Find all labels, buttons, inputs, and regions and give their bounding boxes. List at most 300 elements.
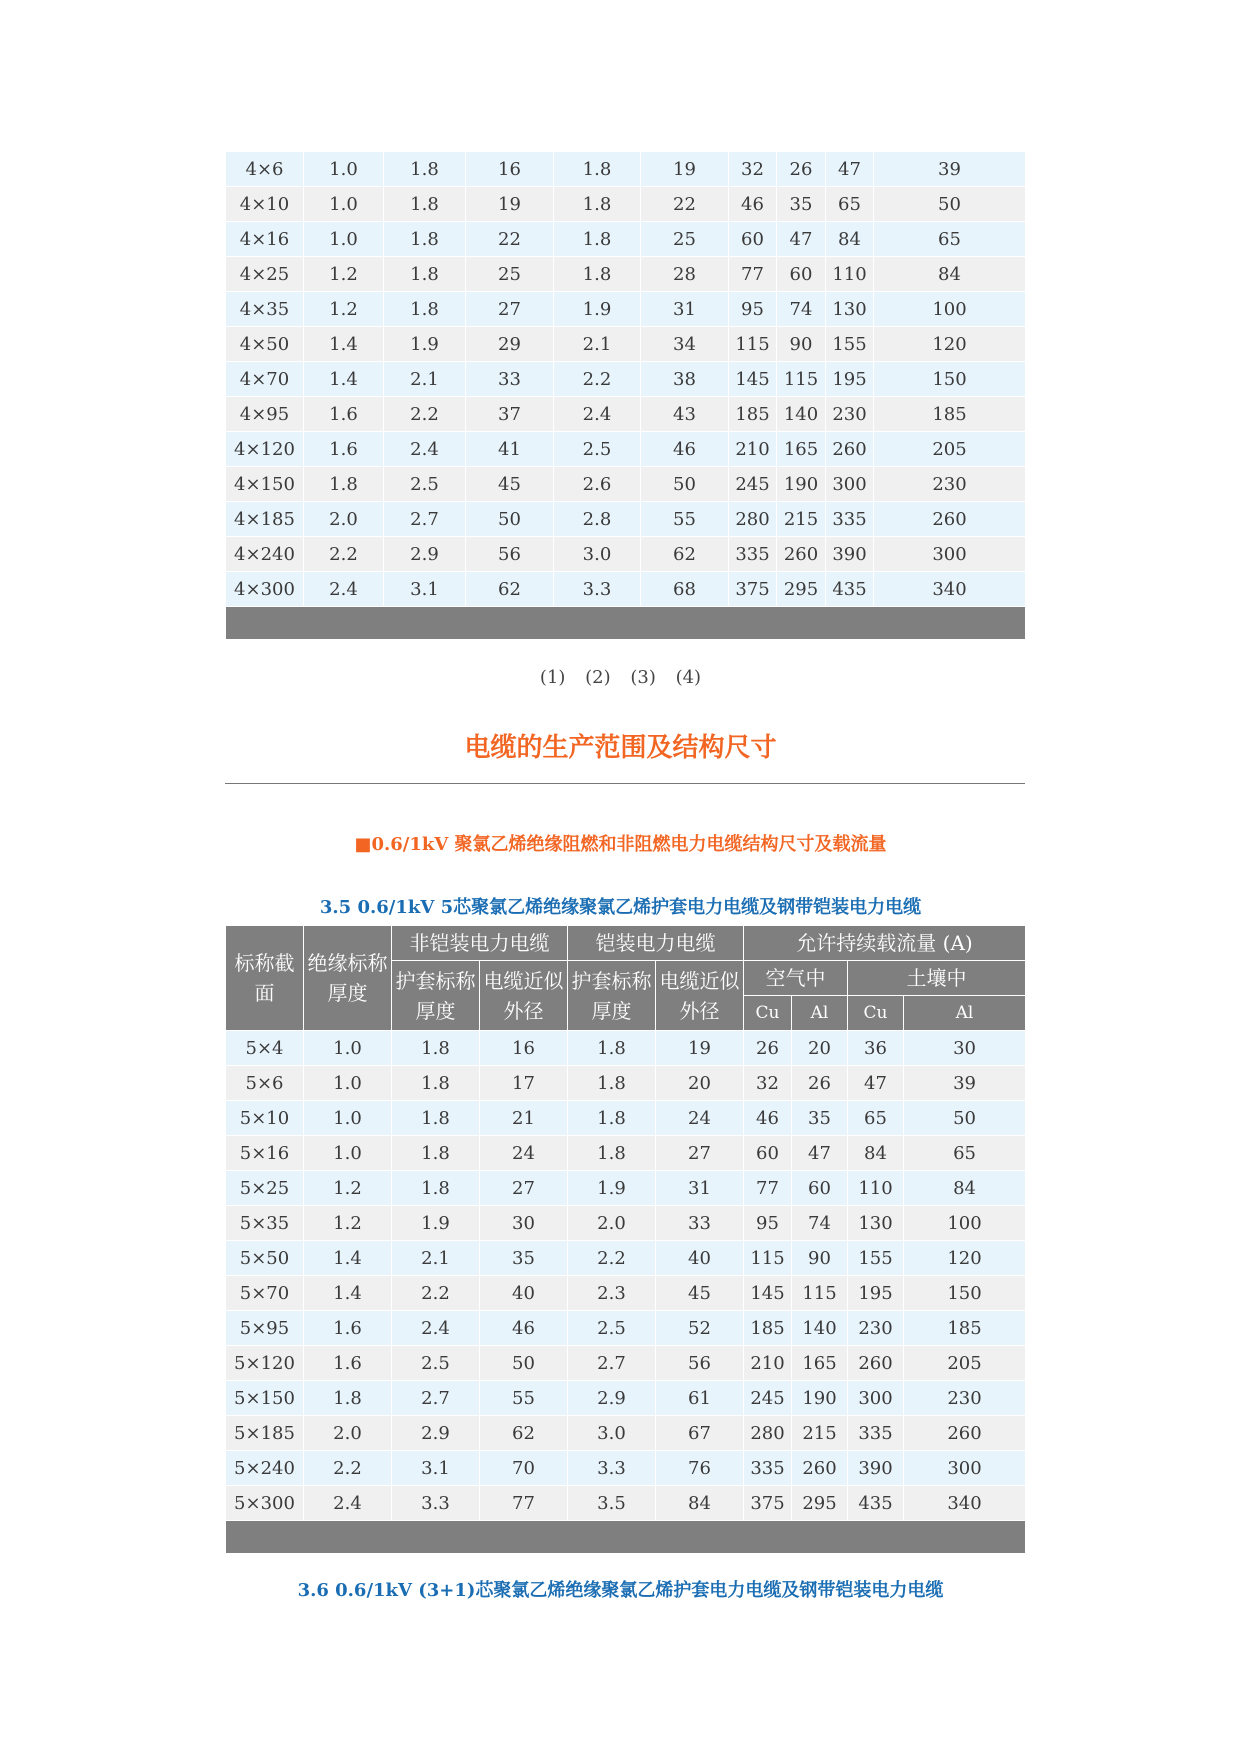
table-cell: 1.8 [554, 152, 641, 187]
table-cell: 25 [641, 222, 729, 257]
table-cell: 185 [729, 397, 777, 432]
table-row [226, 222, 1026, 257]
table-cell: 1.6 [304, 1311, 392, 1346]
table-cell: 19 [466, 187, 554, 222]
table-cell: 165 [777, 432, 826, 467]
header-unarmored: 非铠装电力电缆 [392, 926, 568, 961]
header-in-soil: 土壤中 [848, 961, 1026, 996]
table-cell: 4×6 [226, 152, 304, 187]
table-cell: 110 [826, 257, 874, 292]
table-row [226, 152, 1026, 187]
header-armored: 铠装电力电缆 [568, 926, 744, 961]
table-row [226, 1381, 1026, 1416]
table-cell: 2.4 [392, 1311, 480, 1346]
table-row [226, 1451, 1026, 1486]
table-cell: 1.9 [568, 1171, 656, 1206]
table-cell: 40 [656, 1241, 744, 1276]
table-cell: 4×95 [226, 397, 304, 432]
table-cell: 28 [641, 257, 729, 292]
table-cell: 1.8 [392, 1066, 480, 1101]
table-cell: 84 [904, 1171, 1026, 1206]
table-cell: 140 [792, 1311, 848, 1346]
table-cell: 29 [466, 327, 554, 362]
table-cell: 50 [480, 1346, 568, 1381]
table-cell: 19 [641, 152, 729, 187]
table-row [226, 327, 1026, 362]
table-cell: 37 [466, 397, 554, 432]
table-cell: 1.8 [384, 187, 466, 222]
table-cell: 245 [744, 1381, 792, 1416]
table-cell: 60 [777, 257, 826, 292]
table-cell: 84 [826, 222, 874, 257]
table-cell: 1.9 [392, 1206, 480, 1241]
table-cell: 34 [641, 327, 729, 362]
table-cell: 17 [480, 1066, 568, 1101]
footnote-markers: (1) (2) (3) (4) [539, 667, 702, 688]
table-cell: 22 [466, 222, 554, 257]
table-cell: 45 [466, 467, 554, 502]
table-cell: 2.0 [304, 502, 384, 537]
table-cell: 1.8 [554, 257, 641, 292]
table-cell: 5×95 [226, 1311, 304, 1346]
table-row [226, 467, 1026, 502]
table-cell: 1.2 [304, 292, 384, 327]
table-cell: 95 [729, 292, 777, 327]
table-cell: 1.0 [304, 222, 384, 257]
table-row [226, 187, 1026, 222]
table-cell: 1.6 [304, 1346, 392, 1381]
table-cell: 145 [744, 1276, 792, 1311]
table-cell: 84 [656, 1486, 744, 1521]
table-cell: 1.8 [554, 222, 641, 257]
table-cell: 4×25 [226, 257, 304, 292]
table-cell: 3.3 [392, 1486, 480, 1521]
table-row [226, 1241, 1026, 1276]
table-cell: 280 [744, 1416, 792, 1451]
table-cell: 46 [729, 187, 777, 222]
table-cell: 1.8 [392, 1101, 480, 1136]
table-cell: 1.0 [304, 1101, 392, 1136]
table-cell: 50 [466, 502, 554, 537]
table-cell: 1.8 [304, 1381, 392, 1416]
table-cell: 2.2 [392, 1276, 480, 1311]
table-cell: 190 [792, 1381, 848, 1416]
table-cell: 70 [480, 1451, 568, 1486]
table-cell: 33 [656, 1206, 744, 1241]
table-cell: 100 [904, 1206, 1026, 1241]
table-cell: 65 [874, 222, 1026, 257]
table-cell: 300 [826, 467, 874, 502]
table-cell: 46 [744, 1101, 792, 1136]
table-cell: 2.5 [554, 432, 641, 467]
table-cell: 1.0 [304, 187, 384, 222]
table-cell: 1.2 [304, 1171, 392, 1206]
table-cell: 62 [480, 1416, 568, 1451]
table-caption-3-6: 3.6 0.6/1kV (3+1)芯聚氯乙烯绝缘聚氯乙烯护套电力电缆及钢带铠装电力电缆 [297, 1580, 944, 1601]
table-cell: 84 [874, 257, 1026, 292]
table-cell: 185 [904, 1311, 1026, 1346]
table-cell: 3.5 [568, 1486, 656, 1521]
table-cell: 20 [792, 1031, 848, 1066]
table-cell: 260 [848, 1346, 904, 1381]
table-row [226, 572, 1026, 607]
table-row [226, 1066, 1026, 1101]
table-cell: 77 [480, 1486, 568, 1521]
table-cell: 340 [874, 572, 1026, 607]
table-cell: 95 [744, 1206, 792, 1241]
table-cell: 2.3 [568, 1276, 656, 1311]
table-cell: 60 [744, 1136, 792, 1171]
table-cell: 30 [904, 1031, 1026, 1066]
table-cell: 1.8 [384, 222, 466, 257]
table-cell: 1.0 [304, 1066, 392, 1101]
table-cell: 2.5 [392, 1346, 480, 1381]
cable-table-5-core [225, 925, 1026, 1554]
table-cell: 2.1 [392, 1241, 480, 1276]
table-cell: 4×50 [226, 327, 304, 362]
table-cell: 77 [729, 257, 777, 292]
table-cell: 36 [848, 1031, 904, 1066]
table-row [226, 362, 1026, 397]
table-cell: 21 [480, 1101, 568, 1136]
table-cell: 22 [641, 187, 729, 222]
table-cell: 67 [656, 1416, 744, 1451]
table-cell: 1.2 [304, 257, 384, 292]
table-cell: 1.2 [304, 1206, 392, 1241]
header-sheath-thickness-armored: 护套标称厚度 [568, 961, 656, 1031]
table-cell: 260 [904, 1416, 1026, 1451]
table-cell: 31 [656, 1171, 744, 1206]
table-cell: 260 [874, 502, 1026, 537]
table-row [226, 397, 1026, 432]
table-cell: 5×35 [226, 1206, 304, 1241]
table-cell: 39 [874, 152, 1026, 187]
table-cell: 1.6 [304, 432, 384, 467]
table-cell: 76 [656, 1451, 744, 1486]
header-approx-diameter-armored: 电缆近似外径 [656, 961, 744, 1031]
table-cell: 4×150 [226, 467, 304, 502]
table-cell: 2.4 [304, 572, 384, 607]
table-cell: 335 [729, 537, 777, 572]
table-cell: 65 [848, 1101, 904, 1136]
table-cell: 140 [777, 397, 826, 432]
header-insulation-thickness: 绝缘标称厚度 [304, 926, 392, 1031]
table-cell: 26 [744, 1031, 792, 1066]
table-cell: 2.9 [384, 537, 466, 572]
table-cell: 50 [904, 1101, 1026, 1136]
table-cell: 43 [641, 397, 729, 432]
table-cell: 74 [777, 292, 826, 327]
table-cell: 56 [656, 1346, 744, 1381]
table-cell: 230 [874, 467, 1026, 502]
table-row [226, 1031, 1026, 1066]
table-cell: 155 [826, 327, 874, 362]
table-row [226, 1171, 1026, 1206]
table-cell: 55 [480, 1381, 568, 1416]
table-cell: 4×35 [226, 292, 304, 327]
table-row [226, 1136, 1026, 1171]
table-cell: 5×10 [226, 1101, 304, 1136]
table-row [226, 537, 1026, 572]
table-cell: 5×185 [226, 1416, 304, 1451]
table-cell: 32 [744, 1066, 792, 1101]
table-cell: 61 [656, 1381, 744, 1416]
table-row [226, 1276, 1026, 1311]
table-cell: 115 [729, 327, 777, 362]
table-cell: 110 [848, 1171, 904, 1206]
table-cell: 155 [848, 1241, 904, 1276]
table-cell: 210 [729, 432, 777, 467]
table-cell: 2.4 [384, 432, 466, 467]
table-cell: 46 [641, 432, 729, 467]
table-cell: 5×70 [226, 1276, 304, 1311]
table-cell: 5×4 [226, 1031, 304, 1066]
table-cell: 46 [480, 1311, 568, 1346]
table-cell: 260 [792, 1451, 848, 1486]
table-row [226, 292, 1026, 327]
table-cell: 1.0 [304, 152, 384, 187]
table-cell: 50 [874, 187, 1026, 222]
table-cell: 2.2 [304, 537, 384, 572]
table-cell: 33 [466, 362, 554, 397]
table-cell: 5×300 [226, 1486, 304, 1521]
table-cell: 52 [656, 1311, 744, 1346]
table-cell: 1.9 [554, 292, 641, 327]
header-approx-diameter: 电缆近似外径 [480, 961, 568, 1031]
table-row [226, 1346, 1026, 1381]
table-cell: 40 [480, 1276, 568, 1311]
table-cell: 300 [874, 537, 1026, 572]
header-ampacity: 允许持续载流量 (A) [744, 926, 1026, 961]
table-cell: 4×185 [226, 502, 304, 537]
table-caption-3-5: 3.5 0.6/1kV 5芯聚氯乙烯绝缘聚氯乙烯护套电力电缆及钢带铠装电力电缆 [319, 897, 922, 918]
table-cell: 150 [904, 1276, 1026, 1311]
table-cell: 215 [777, 502, 826, 537]
table-cell: 2.6 [554, 467, 641, 502]
section-title: 电缆的生产范围及结构尺寸 [464, 733, 777, 763]
table-cell: 5×16 [226, 1136, 304, 1171]
table-cell: 2.4 [304, 1486, 392, 1521]
table-cell: 205 [874, 432, 1026, 467]
table-cell: 90 [777, 327, 826, 362]
table-cell: 120 [904, 1241, 1026, 1276]
table-cell: 3.3 [554, 572, 641, 607]
table-cell: 215 [792, 1416, 848, 1451]
table-cell: 62 [466, 572, 554, 607]
table-cell: 4×300 [226, 572, 304, 607]
table-cell: 165 [792, 1346, 848, 1381]
table-cell: 24 [656, 1101, 744, 1136]
table-cell: 47 [777, 222, 826, 257]
table-cell: 4×240 [226, 537, 304, 572]
table-cell: 2.7 [384, 502, 466, 537]
table-cell: 230 [826, 397, 874, 432]
table-cell: 47 [826, 152, 874, 187]
header-al-soil: Al [904, 996, 1026, 1031]
table-cell: 205 [904, 1346, 1026, 1381]
table-cell: 1.8 [568, 1136, 656, 1171]
table-cell: 84 [848, 1136, 904, 1171]
table-cell: 55 [641, 502, 729, 537]
table-cell: 27 [656, 1136, 744, 1171]
table-cell: 4×120 [226, 432, 304, 467]
table-footer-bar [226, 607, 1026, 640]
table-cell: 340 [904, 1486, 1026, 1521]
table-cell: 1.8 [392, 1031, 480, 1066]
table-cell: 185 [874, 397, 1026, 432]
table-cell: 115 [792, 1276, 848, 1311]
table-cell: 390 [848, 1451, 904, 1486]
table-row [226, 1486, 1026, 1521]
table-cell: 1.8 [392, 1136, 480, 1171]
table-cell: 1.8 [384, 152, 466, 187]
divider [225, 783, 1025, 784]
table-header [226, 926, 1026, 1031]
table-cell: 38 [641, 362, 729, 397]
table-cell: 3.1 [392, 1451, 480, 1486]
table-cell: 1.4 [304, 1241, 392, 1276]
table-cell: 1.8 [568, 1101, 656, 1136]
table-cell: 2.8 [554, 502, 641, 537]
table-row [226, 1416, 1026, 1451]
header-al-air: Al [792, 996, 848, 1031]
table-cell: 1.9 [384, 327, 466, 362]
footer-cell [226, 1521, 1026, 1554]
footer-cell [226, 607, 1026, 640]
table-cell: 2.5 [568, 1311, 656, 1346]
table-cell: 4×70 [226, 362, 304, 397]
table-cell: 5×150 [226, 1381, 304, 1416]
table-cell: 27 [466, 292, 554, 327]
table-cell: 190 [777, 467, 826, 502]
table-cell: 2.4 [554, 397, 641, 432]
table-cell: 2.2 [568, 1241, 656, 1276]
table-cell: 39 [904, 1066, 1026, 1101]
table-cell: 375 [729, 572, 777, 607]
table-cell: 3.0 [554, 537, 641, 572]
table-cell: 1.8 [384, 257, 466, 292]
table-cell: 77 [744, 1171, 792, 1206]
table-cell: 2.2 [304, 1451, 392, 1486]
header-cu-soil: Cu [848, 996, 904, 1031]
table-cell: 1.4 [304, 1276, 392, 1311]
table-cell: 145 [729, 362, 777, 397]
table-cell: 3.3 [568, 1451, 656, 1486]
table-cell: 280 [729, 502, 777, 537]
table-row [226, 1101, 1026, 1136]
table-cell: 185 [744, 1311, 792, 1346]
table-cell: 60 [729, 222, 777, 257]
table-cell: 35 [792, 1101, 848, 1136]
table-cell: 2.1 [554, 327, 641, 362]
table-body [226, 152, 1026, 640]
table-cell: 300 [904, 1451, 1026, 1486]
table-cell: 60 [792, 1171, 848, 1206]
table-cell: 35 [480, 1241, 568, 1276]
table-cell: 260 [777, 537, 826, 572]
table-cell: 2.7 [568, 1346, 656, 1381]
table-cell: 20 [656, 1066, 744, 1101]
table-cell: 47 [848, 1066, 904, 1101]
table-cell: 150 [874, 362, 1026, 397]
table-cell: 1.4 [304, 362, 384, 397]
table-cell: 47 [792, 1136, 848, 1171]
table-cell: 375 [744, 1486, 792, 1521]
table-cell: 32 [729, 152, 777, 187]
table-cell: 1.8 [392, 1171, 480, 1206]
table-cell: 4×10 [226, 187, 304, 222]
table-cell: 335 [826, 502, 874, 537]
table-cell: 50 [641, 467, 729, 502]
table-cell: 300 [848, 1381, 904, 1416]
table-cell: 335 [744, 1451, 792, 1486]
header-sheath-thickness: 护套标称厚度 [392, 961, 480, 1031]
table-cell: 25 [466, 257, 554, 292]
table-cell: 2.2 [554, 362, 641, 397]
sub-title-text: 0.6/1kV 聚氯乙烯绝缘阻燃和非阻燃电力电缆结构尺寸及载流量 [371, 834, 887, 855]
table-cell: 1.6 [304, 397, 384, 432]
table-cell: 435 [826, 572, 874, 607]
table-cell: 195 [848, 1276, 904, 1311]
table-cell: 1.8 [568, 1066, 656, 1101]
table-footer-bar [226, 1521, 1026, 1554]
table-cell: 335 [848, 1416, 904, 1451]
table-cell: 2.5 [384, 467, 466, 502]
table-cell: 130 [826, 292, 874, 327]
table-row [226, 1311, 1026, 1346]
table-cell: 210 [744, 1346, 792, 1381]
table-row [226, 502, 1026, 537]
table-cell: 62 [641, 537, 729, 572]
table-cell: 90 [792, 1241, 848, 1276]
table-cell: 2.9 [568, 1381, 656, 1416]
table-body [226, 1031, 1026, 1554]
header-cu-air: Cu [744, 996, 792, 1031]
table-cell: 2.0 [568, 1206, 656, 1241]
table-row [226, 1206, 1026, 1241]
table-cell: 35 [777, 187, 826, 222]
table-cell: 100 [874, 292, 1026, 327]
table-cell: 245 [729, 467, 777, 502]
table-cell: 1.4 [304, 327, 384, 362]
table-cell: 4×16 [226, 222, 304, 257]
table-cell: 65 [826, 187, 874, 222]
table-cell: 130 [848, 1206, 904, 1241]
table-cell: 1.8 [384, 292, 466, 327]
table-cell: 5×240 [226, 1451, 304, 1486]
table-cell: 1.0 [304, 1136, 392, 1171]
table-cell: 16 [466, 152, 554, 187]
table-cell: 1.8 [568, 1031, 656, 1066]
table-cell: 68 [641, 572, 729, 607]
table-cell: 3.0 [568, 1416, 656, 1451]
table-cell: 230 [848, 1311, 904, 1346]
table-cell: 2.2 [384, 397, 466, 432]
header-in-air: 空气中 [744, 961, 848, 996]
table-cell: 230 [904, 1381, 1026, 1416]
table-cell: 16 [480, 1031, 568, 1066]
square-bullet-icon: ■ [354, 834, 372, 855]
table-cell: 5×6 [226, 1066, 304, 1101]
table-cell: 5×50 [226, 1241, 304, 1276]
table-cell: 1.8 [554, 187, 641, 222]
table-cell: 260 [826, 432, 874, 467]
table-cell: 56 [466, 537, 554, 572]
table-cell: 195 [826, 362, 874, 397]
table-cell: 2.1 [384, 362, 466, 397]
table-row [226, 257, 1026, 292]
table-cell: 74 [792, 1206, 848, 1241]
